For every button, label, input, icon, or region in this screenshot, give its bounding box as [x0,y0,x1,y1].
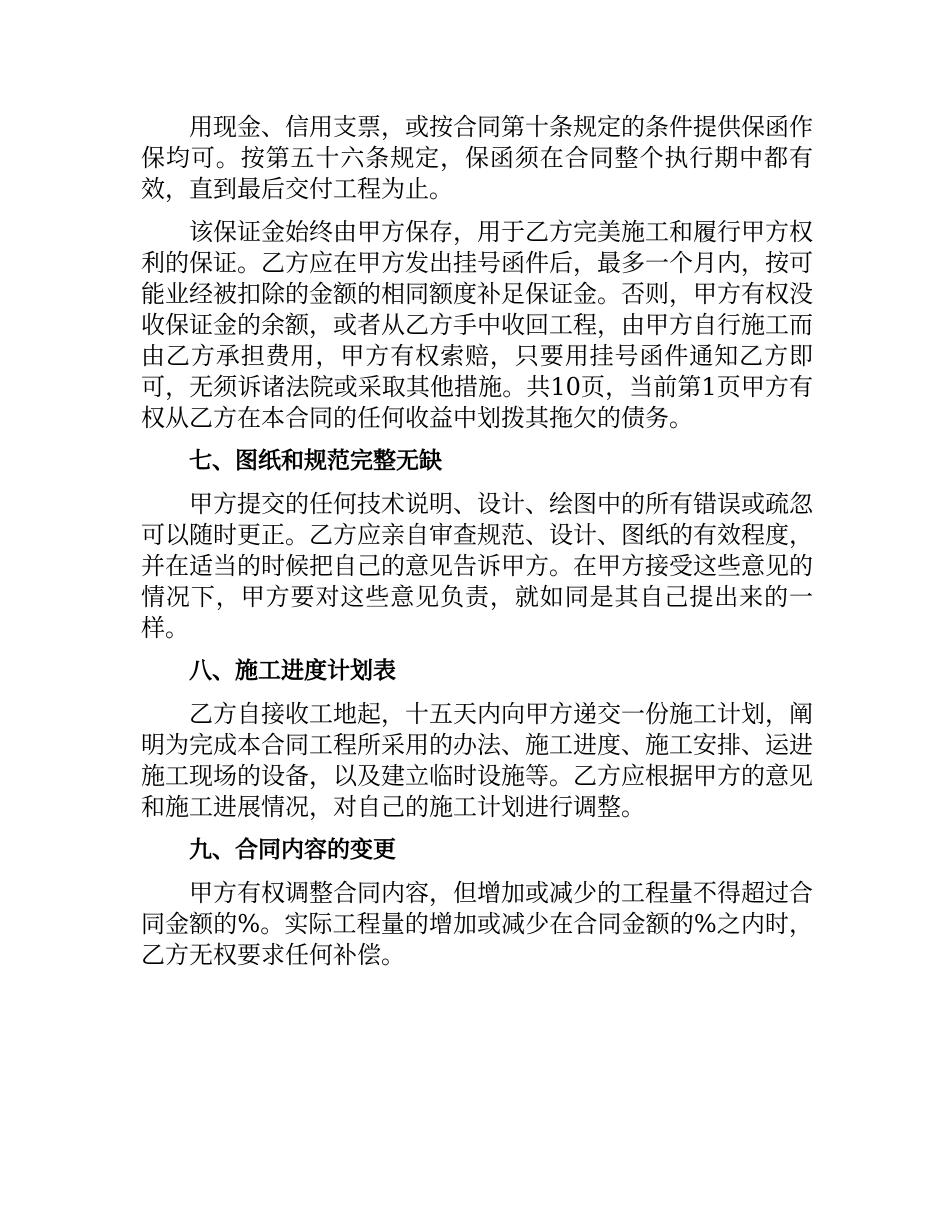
paragraph-guarantee-forms: 用现金、信用支票，或按合同第十条规定的条件提供保函作保均可。按第五十六条规定，保函须在合同整个执行期中都有效，直到最后交付工程为止。 [141,113,813,203]
section-7-heading: 七、图纸和规范完整无缺 [189,448,442,474]
section-7-body: 甲方提交的任何技术说明、设计、绘图中的所有错误或疏忽可以随时更正。乙方应亲自审查规范、设计、图纸的有效程度，并在适当的时候把自己的意见告诉甲方。在甲方接受这些意见的情况下，甲方要对这些意见负责，就如同是其自己提出来的一样。 [141,490,813,642]
paragraph-deposit-custody: 该保证金始终由甲方保存，用于乙方完美施工和履行甲方权利的保证。乙方应在甲方发出挂号函件后，最多一个月内，按可能业经被扣除的金额的相同额度补足保证金。否则，甲方有权没收保证金的余额，或者从乙方手中收回工程，由甲方自行施工而由乙方承担费用，甲方有权索赔，只要用挂号函件通知乙方即可，无须诉诸法院或采取其他措施。共10页，当前第1页甲方有权从乙方在本合同的任何收益中划拨其拖欠的债务。 [141,218,813,432]
section-8-heading: 八、施工进度计划表 [189,658,396,684]
section-9-heading: 九、合同内容的变更 [189,837,396,863]
section-9-body: 甲方有权调整合同内容，但增加或减少的工程量不得超过合同金额的%。实际工程量的增加或减少在合同金额的%之内时，乙方无权要求任何补偿。 [141,879,813,969]
section-8-body: 乙方自接收工地起，十五天内向甲方递交一份施工计划，阐明为完成本合同工程所采用的办法、施工进度、施工安排、运进施工现场的设备，以及建立临时设施等。乙方应根据甲方的意见和施工进展情况，对自己的施工计划进行调整。 [141,700,813,821]
document-body [141,112,813,983]
